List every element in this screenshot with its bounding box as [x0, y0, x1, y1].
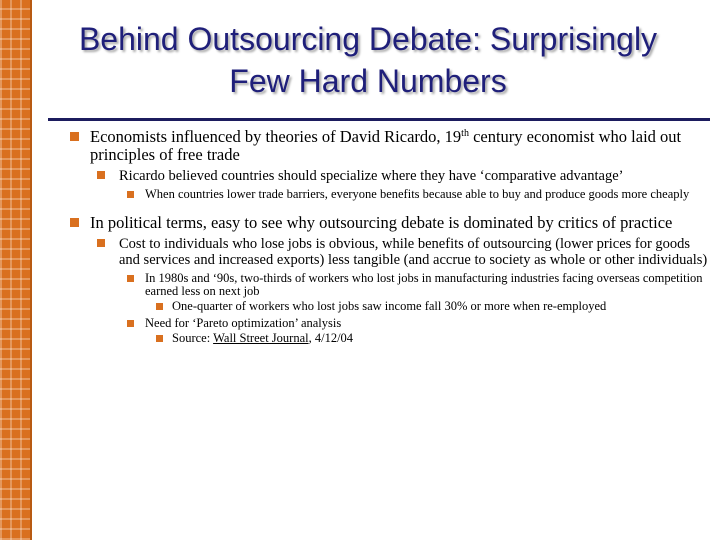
- bullet-cost-to-individuals: [70, 236, 710, 268]
- square-bullet-icon: [70, 218, 79, 227]
- square-bullet-icon: [97, 239, 105, 247]
- bullet-text: In political terms, easy to see why outsourcing debate is dominated by critics of practice: [90, 212, 673, 232]
- bullet-ricardo-believed: [70, 168, 710, 184]
- square-bullet-icon: [127, 191, 134, 198]
- slide-title-line-2: Few Hard Numbers: [229, 63, 507, 99]
- slide-body: [70, 126, 710, 345]
- square-bullet-icon: [127, 320, 134, 327]
- slide-title-line-1: Behind Outsourcing Debate: Surprisingly: [78, 21, 658, 57]
- square-bullet-icon: [156, 335, 163, 342]
- bullet-text: Economists influenced by theories of David Ricardo, 19: [90, 127, 462, 146]
- bullet-text: Need for ‘Pareto optimization’ analysis: [145, 316, 342, 330]
- superscript-th: th: [461, 128, 469, 139]
- bullet-two-thirds-workers: [70, 272, 710, 299]
- square-bullet-icon: [70, 132, 79, 141]
- square-bullet-icon: [127, 275, 134, 282]
- bullet-text: Ricardo believed countries should specialize where they have ‘comparative advantage’: [119, 168, 624, 184]
- bullet-text-continued: century economist who laid out principles of free trade: [90, 127, 682, 164]
- decorative-side-stripe: [0, 0, 30, 540]
- bullet-text: Cost to individuals who lose jobs is obvious, while benefits of outsourcing (lower prices for goods and services and increased exports) less tangible (and accrue to society as whole or other individuals): [119, 235, 708, 268]
- bullet-text: In 1980s and ‘90s, two-thirds of workers who lost jobs in manufacturing industries facing overseas competition earned less on next job: [145, 270, 703, 298]
- bullet-text: One-quarter of workers who lost jobs saw income fall 30% or more when re-employed: [172, 298, 607, 313]
- bullet-source: [70, 332, 710, 346]
- title-underline-rule: [48, 118, 710, 121]
- slide-title: [32, 18, 704, 102]
- bullet-pareto-optimization: [70, 317, 710, 331]
- square-bullet-icon: [97, 171, 105, 179]
- source-date: , 4/12/04: [308, 330, 354, 345]
- source-publication: Wall Street Journal: [213, 330, 309, 345]
- bullet-text: When countries lower trade barriers, everyone benefits because able to buy and produce goods more cheaply: [145, 187, 690, 201]
- source-label: Source:: [172, 330, 214, 345]
- square-bullet-icon: [156, 303, 163, 310]
- bullet-political-terms: [70, 214, 710, 232]
- bullet-trade-barriers: [70, 188, 710, 202]
- bullet-economists: [70, 128, 710, 164]
- bullet-one-quarter-workers: [70, 300, 710, 314]
